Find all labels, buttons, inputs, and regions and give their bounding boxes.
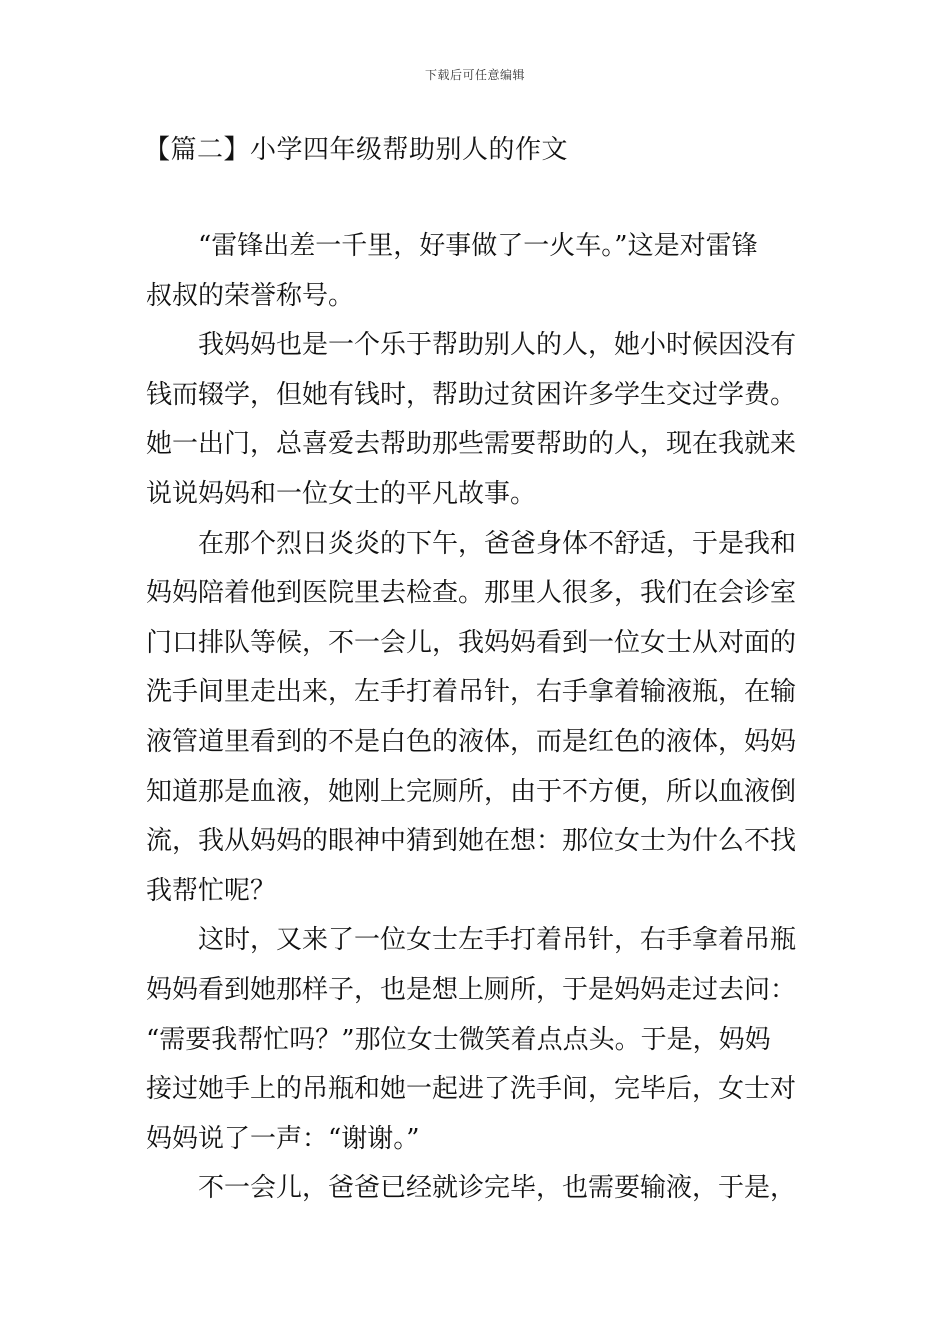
paragraph-line: 不一会儿，爸爸已经就诊完毕，也需要输液，于是， xyxy=(198,1173,797,1204)
paragraph-line: 我帮忙呢？ xyxy=(146,875,277,906)
paragraph-line: “需要我帮忙吗？”那位女士微笑着点点头。于是，妈妈 xyxy=(146,1024,771,1055)
paragraph-line: 妈妈看到她那样子，也是想上厕所，于是妈妈走过去问： xyxy=(146,974,797,1005)
paragraph-line: 妈妈陪着他到医院里去检查。那里人很多，我们在会诊室 xyxy=(146,578,797,609)
document-body xyxy=(146,222,806,1214)
paragraph-2 xyxy=(146,321,806,519)
paragraph-3 xyxy=(146,520,806,917)
paragraph-line: 我妈妈也是一个乐于帮助别人的人，她小时候因没有 xyxy=(198,330,797,361)
paragraph-line: 洗手间里走出来，左手打着吊针，右手拿着输液瓶，在输 xyxy=(146,677,797,708)
paragraph-line: 在那个烈日炎炎的下午，爸爸身体不舒适，于是我和 xyxy=(198,528,797,559)
paragraph-line: 接过她手上的吊瓶和她一起进了洗手间，完毕后，女士对 xyxy=(146,1074,797,1105)
paragraph-line: 叔叔的荣誉称号。 xyxy=(146,280,355,311)
paragraph-line: “雷锋出差一千里，好事做了一火车。”这是对雷锋 xyxy=(198,231,758,261)
paragraph-line: 知道那是血液，她刚上完厕所，由于不方便，所以血液倒 xyxy=(146,776,797,807)
paragraph-line: 妈妈说了一声：“谢谢。” xyxy=(146,1123,420,1154)
paragraph-line: 说说妈妈和一位女士的平凡故事。 xyxy=(146,478,537,509)
page-header-note: 下载后可任意编辑 xyxy=(424,68,525,82)
paragraph-1 xyxy=(146,222,806,321)
paragraph-4 xyxy=(146,916,806,1164)
document-title: 【篇二】小学四年级帮助别人的作文 xyxy=(144,135,569,165)
paragraph-line: 钱而辍学，但她有钱时，帮助过贫困许多学生交过学费。 xyxy=(146,379,797,410)
paragraph-line: 液管道里看到的不是白色的液体，而是红色的液体，妈妈 xyxy=(146,726,797,757)
paragraph-line: 门口排队等候，不一会儿，我妈妈看到一位女士从对面的 xyxy=(146,627,797,658)
paragraph-5 xyxy=(146,1164,806,1214)
paragraph-line: 这时，又来了一位女士左手打着吊针，右手拿着吊瓶 xyxy=(198,925,797,956)
paragraph-line: 流，我从妈妈的眼神中猜到她在想：那位女士为什么不找 xyxy=(146,826,797,857)
paragraph-line: 她一出门，总喜爱去帮助那些需要帮助的人，现在我就来 xyxy=(146,429,797,460)
